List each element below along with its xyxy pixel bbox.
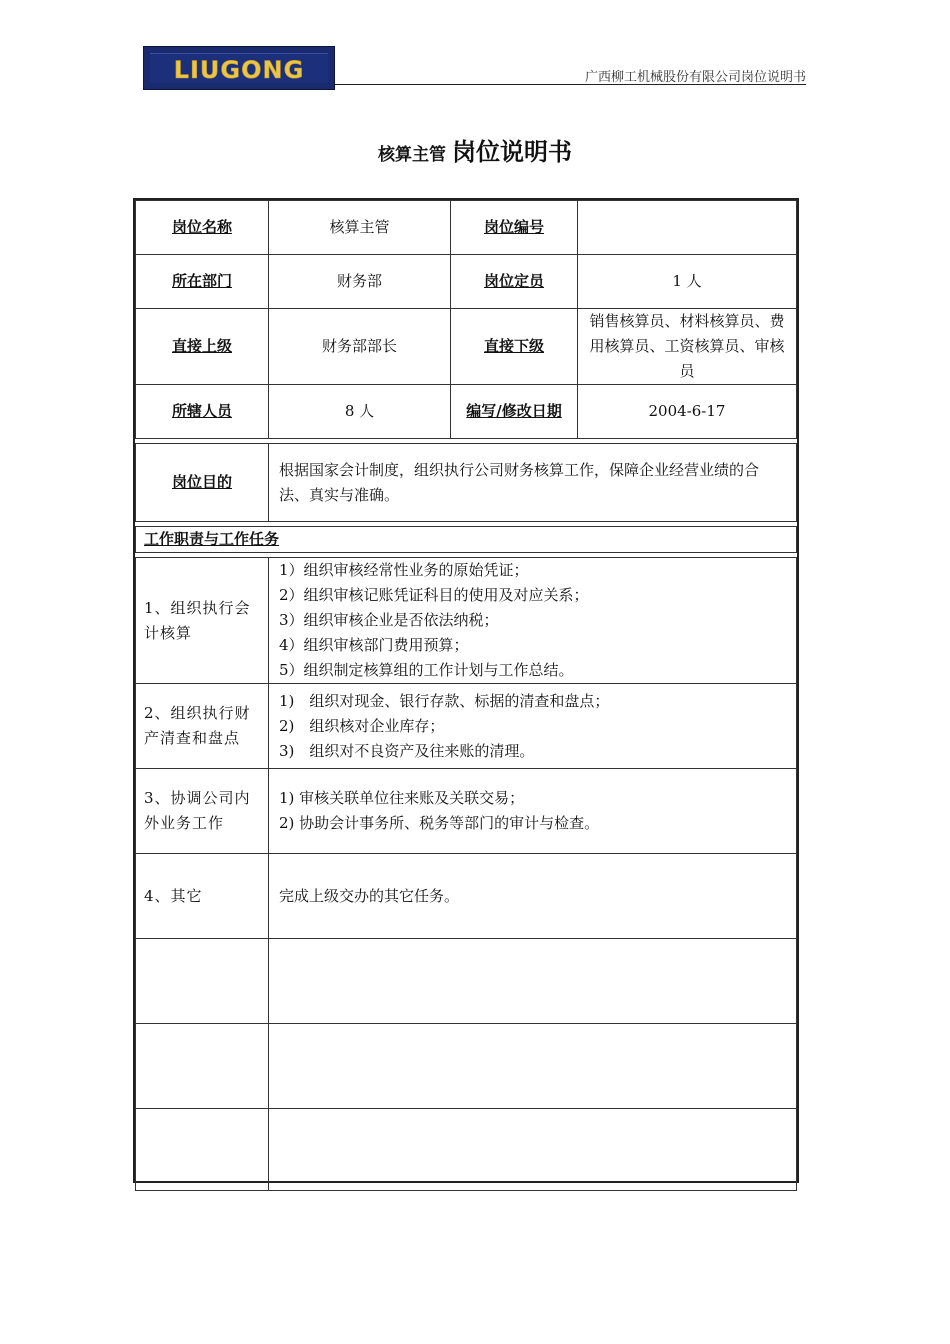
title-suffix: 岗位说明书: [452, 138, 572, 166]
task-item: 1) 审核关联单位往来账及关联交易；: [279, 789, 525, 807]
value-department: 财务部: [269, 255, 451, 309]
duty-title: 1、组织执行会计核算: [136, 558, 269, 684]
task-item: 2) 组织核对企业库存；: [279, 716, 445, 735]
document-header-title: 广西柳工机械股份有限公司岗位说明书: [584, 70, 806, 85]
empty-cell: [136, 1109, 269, 1191]
duty-title: 2、组织执行财产清查和盘点: [136, 684, 269, 769]
duty-title: 3、协调公司内外业务工作: [136, 769, 269, 854]
info-row-staff: [136, 385, 797, 439]
value-direct-subordinate: 销售核算员、材料核算员、费用核算员、工资核算员、审核员: [578, 309, 797, 385]
info-row-dept: [136, 255, 797, 309]
duty-tasks: [269, 769, 797, 854]
liugong-logo: [143, 46, 335, 90]
job-description-table: [133, 198, 799, 1183]
value-position-code: [578, 201, 797, 255]
empty-cell: [269, 939, 797, 1024]
logo-plate: [150, 53, 328, 83]
info-row-name: [136, 201, 797, 255]
empty-cell: [136, 939, 269, 1024]
empty-cell: [269, 1109, 797, 1191]
task-item: 2) 协助会计事务所、税务等部门的审计与检查。: [279, 814, 600, 832]
value-position-name: 核算主管: [269, 201, 451, 255]
value-headcount: 1 人: [578, 255, 797, 309]
task-item: 3) 组织对不良资产及往来账的清理。: [279, 741, 535, 760]
duty-row: [136, 558, 797, 684]
duty-tasks: [269, 684, 797, 769]
task-item: 2）组织审核记账凭证科目的使用及对应关系；: [279, 586, 589, 604]
duty-tasks: [269, 854, 797, 939]
value-edit-date: 2004-6-17: [578, 385, 797, 439]
value-direct-superior: 财务部部长: [269, 309, 451, 385]
task-item: 3）组织审核企业是否依法纳税；: [279, 611, 499, 629]
task-item: 完成上级交办的其它任务。: [279, 886, 460, 905]
task-item: 1) 组织对现金、银行存款、标据的清查和盘点；: [279, 691, 610, 710]
value-staff-count: 8 人: [269, 385, 451, 439]
empty-row: [136, 1024, 797, 1109]
label-purpose: 岗位目的: [136, 444, 269, 522]
label-headcount: 岗位定员: [451, 255, 578, 309]
duties-header-row: [136, 527, 797, 553]
duty-row: [136, 769, 797, 854]
duty-row: [136, 684, 797, 769]
duty-title: 4、其它: [136, 854, 269, 939]
empty-cell: [269, 1024, 797, 1109]
label-direct-subordinate: 直接下级: [451, 309, 578, 385]
label-department: 所在部门: [136, 255, 269, 309]
empty-cell: [136, 1024, 269, 1109]
duty-tasks: [269, 558, 797, 684]
duty-row: [136, 854, 797, 939]
label-position-code: 岗位编号: [451, 201, 578, 255]
logo-text: LIUGONG: [173, 56, 305, 84]
page-title: [0, 132, 950, 167]
label-direct-superior: 直接上级: [136, 309, 269, 385]
label-edit-date: 编写/修改日期: [451, 385, 578, 439]
task-item: 4）组织审核部门费用预算；: [279, 636, 469, 654]
task-item: 1）组织审核经常性业务的原始凭证；: [279, 561, 529, 579]
purpose-row: [136, 444, 797, 522]
empty-row: [136, 1109, 797, 1191]
title-position: 核算主管: [378, 145, 446, 165]
task-item: 5）组织制定核算组的工作计划与工作总结。: [279, 661, 574, 679]
info-row-reporting: [136, 309, 797, 385]
duties-header: 工作职责与工作任务: [136, 527, 797, 553]
label-position-name: 岗位名称: [136, 201, 269, 255]
empty-row: [136, 939, 797, 1024]
label-staff-count: 所辖人员: [136, 385, 269, 439]
purpose-text: 根据国家会计制度，组织执行公司财务核算工作，保障企业经营业绩的合法、真实与准确。: [269, 444, 797, 522]
